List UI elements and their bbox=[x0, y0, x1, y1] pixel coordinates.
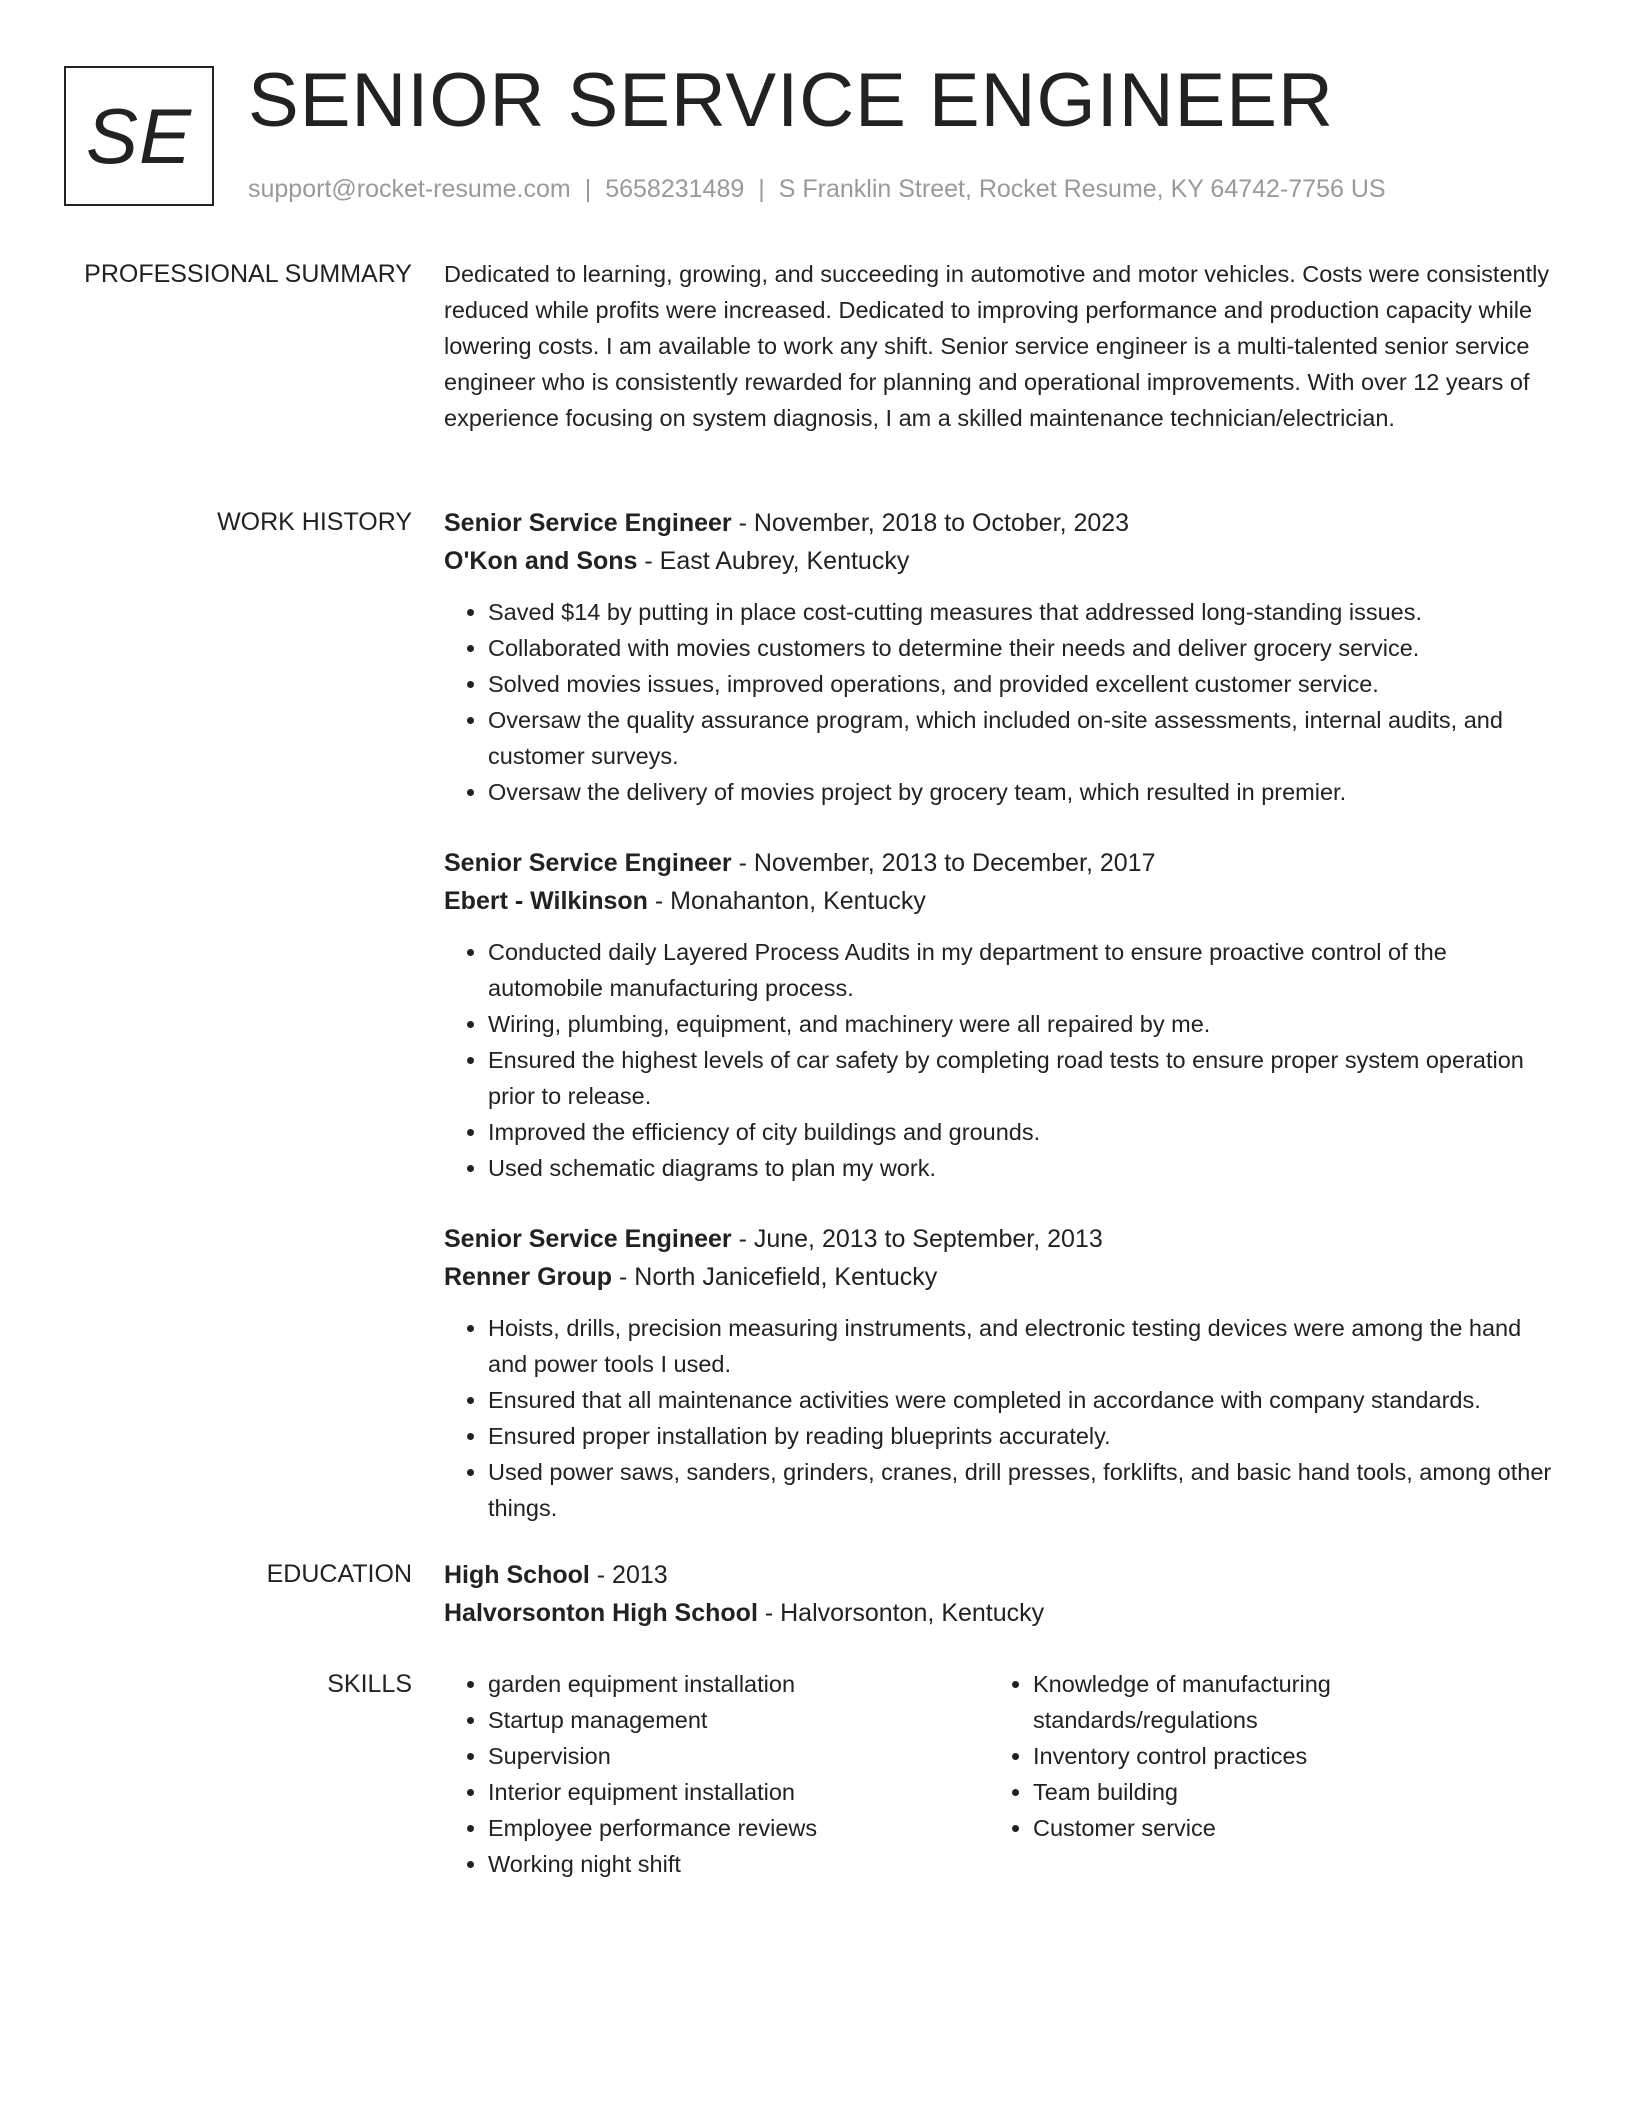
skill-item: • Interior equipment installation bbox=[488, 1774, 989, 1810]
skill-item: • Inventory control practices bbox=[1033, 1738, 1534, 1774]
job-dates: - November, 2018 to October, 2023 bbox=[731, 509, 1130, 537]
skills-column-right bbox=[989, 1666, 1534, 1882]
job-bullet: • Ensured the highest levels of car safety by completing road tests to ensure proper system operation prior to release. bbox=[488, 1042, 1554, 1114]
job-role-line bbox=[444, 1220, 1554, 1258]
monogram-badge: SE bbox=[64, 66, 214, 206]
job-bullet: • Solved movies issues, improved operations, and provided excellent customer service. bbox=[488, 666, 1554, 702]
job-bullet: • Wiring, plumbing, equipment, and machinery were all repaired by me. bbox=[488, 1006, 1554, 1042]
contact-separator: | bbox=[758, 175, 765, 203]
job-role: Senior Service Engineer bbox=[444, 1225, 732, 1253]
job-bullet: • Used schematic diagrams to plan my work. bbox=[488, 1150, 1554, 1186]
job-dates: - June, 2013 to September, 2013 bbox=[731, 1225, 1103, 1253]
summary-text: Dedicated to learning, growing, and succeeding in automotive and motor vehicles. Costs were consistently reduced while profits were increased. Dedicated to improving performance and production capacity while lowering costs. I am available to work any shift. Senior service engineer is a multi-talented senior service engineer who is consistently rewarded for planning and operational improvements. With over 12 years of experience focusing on system diagnosis, I am a skilled maintenance technician/electrician. bbox=[444, 261, 1550, 431]
contact-separator: | bbox=[584, 175, 592, 203]
education-school-line bbox=[444, 1594, 1554, 1632]
job-company: Ebert - Wilkinson bbox=[444, 887, 648, 915]
skills-body bbox=[444, 1666, 1554, 1882]
resume-title: SENIOR SERVICE ENGINEER bbox=[248, 58, 1334, 143]
job-entry bbox=[444, 844, 1554, 1186]
job-location: - Monahanton, Kentucky bbox=[647, 887, 926, 915]
education-body bbox=[444, 1556, 1554, 1632]
skill-item: • Team building bbox=[1033, 1774, 1534, 1810]
job-company: Renner Group bbox=[444, 1263, 613, 1291]
job-role: Senior Service Engineer bbox=[444, 509, 732, 537]
education-year: - 2013 bbox=[589, 1561, 668, 1589]
job-bullet: • Ensured proper installation by reading blueprints accurately. bbox=[488, 1418, 1554, 1454]
contact-address: S Franklin Street, Rocket Resume, KY 64742-7756 US bbox=[778, 175, 1386, 203]
job-bullet-list bbox=[444, 1310, 1554, 1526]
skills-list-right bbox=[989, 1666, 1534, 1846]
job-bullet: • Saved $14 by putting in place cost-cutting measures that addressed long-standing issues. bbox=[488, 594, 1554, 630]
job-entry bbox=[444, 504, 1554, 810]
job-role-line bbox=[444, 504, 1554, 542]
job-company-line bbox=[444, 542, 1554, 580]
work-history-body bbox=[444, 504, 1554, 1560]
job-bullet: • Oversaw the delivery of movies project by grocery team, which resulted in premier. bbox=[488, 774, 1554, 810]
skill-item: • Supervision bbox=[488, 1738, 989, 1774]
skill-item: • Knowledge of manufacturing standards/regulations bbox=[1033, 1666, 1534, 1738]
job-location: - East Aubrey, Kentucky bbox=[637, 547, 910, 575]
education-degree: High School bbox=[444, 1561, 590, 1589]
job-bullet: • Conducted daily Layered Process Audits in my department to ensure proactive control of the automobile manufacturing process. bbox=[488, 934, 1554, 1006]
contact-phone: 5658231489 bbox=[605, 175, 745, 203]
job-bullet: • Oversaw the quality assurance program, which included on-site assessments, internal audits, and customer surveys. bbox=[488, 702, 1554, 774]
section-title-work-history: WORK HISTORY bbox=[217, 508, 412, 536]
skill-item: • Customer service bbox=[1033, 1810, 1534, 1846]
job-bullet-list bbox=[444, 934, 1554, 1186]
job-dates: - November, 2013 to December, 2017 bbox=[731, 849, 1156, 877]
job-role-line bbox=[444, 844, 1554, 882]
education-degree-line bbox=[444, 1556, 1554, 1594]
summary-body bbox=[444, 256, 1554, 436]
section-title-summary: PROFESSIONAL SUMMARY bbox=[84, 260, 412, 288]
education-school: Halvorsonton High School bbox=[444, 1599, 758, 1627]
job-entry bbox=[444, 1220, 1554, 1526]
section-title-skills: SKILLS bbox=[327, 1670, 412, 1698]
skill-item: • Working night shift bbox=[488, 1846, 989, 1882]
job-role: Senior Service Engineer bbox=[444, 849, 732, 877]
contact-line bbox=[248, 172, 1386, 206]
job-bullet: • Ensured that all maintenance activities were completed in accordance with company standards. bbox=[488, 1382, 1554, 1418]
skill-item: • Employee performance reviews bbox=[488, 1810, 989, 1846]
job-bullet-list bbox=[444, 594, 1554, 810]
job-location: - North Janicefield, Kentucky bbox=[612, 1263, 938, 1291]
job-company-line bbox=[444, 882, 1554, 920]
job-company-line bbox=[444, 1258, 1554, 1296]
skills-list-left bbox=[444, 1666, 989, 1882]
skills-column-left bbox=[444, 1666, 989, 1882]
skill-item: • garden equipment installation bbox=[488, 1666, 989, 1702]
job-bullet: • Collaborated with movies customers to determine their needs and deliver grocery service. bbox=[488, 630, 1554, 666]
education-location: - Halvorsonton, Kentucky bbox=[757, 1599, 1045, 1627]
job-bullet: • Improved the efficiency of city buildings and grounds. bbox=[488, 1114, 1554, 1150]
section-title-education: EDUCATION bbox=[266, 1560, 412, 1588]
job-bullet: • Hoists, drills, precision measuring instruments, and electronic testing devices were among the hand and power tools I used. bbox=[488, 1310, 1554, 1382]
skill-item: • Startup management bbox=[488, 1702, 989, 1738]
contact-email: support@rocket-resume.com bbox=[248, 175, 571, 203]
job-bullet: • Used power saws, sanders, grinders, cranes, drill presses, forklifts, and basic hand tools, among other things. bbox=[488, 1454, 1554, 1526]
job-company: O'Kon and Sons bbox=[444, 547, 638, 575]
